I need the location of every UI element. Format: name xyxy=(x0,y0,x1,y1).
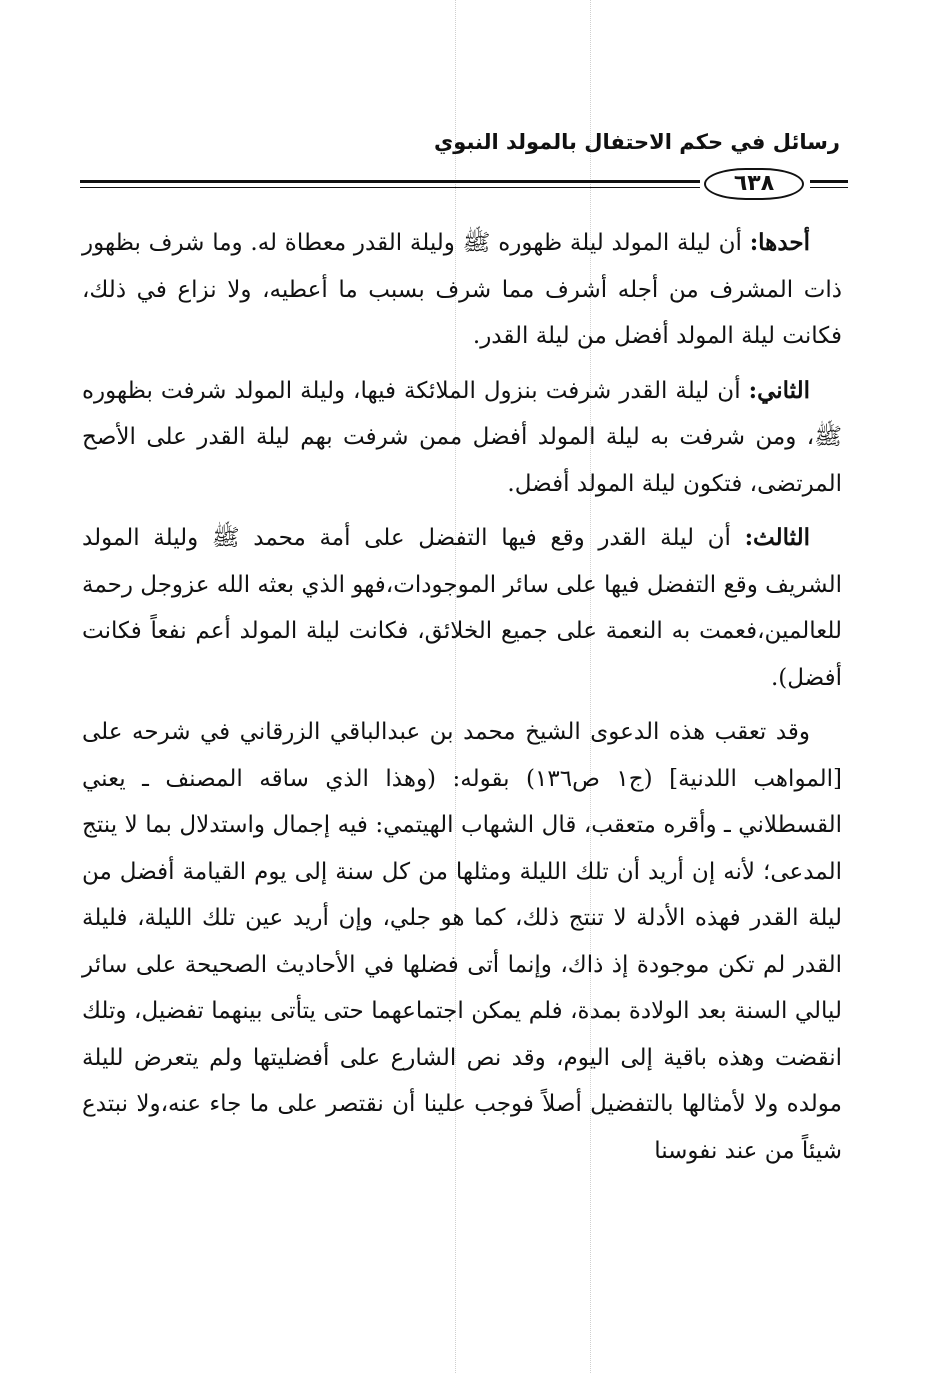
paragraph-text-second: أن ليلة القدر شرفت بنزول الملائكة فيها، وليلة المولد شرفت بظهوره ﷺ، ومن شرفت به ليلة المولد أفضل ممن شرفت بهم ليلة القدر على الأصح المرتضى، فتكون ليلة المولد أفضل. xyxy=(82,377,842,497)
page-number: ٦٣٨ xyxy=(704,168,804,200)
paragraph-text-fourth: وقد تعقب هذه الدعوى الشيخ محمد بن عبدالباقي الزرقاني في شرحه على [المواهب اللدنية] (ج١ ص١٣٦) بقوله: (وهذا الذي ساقه المصنف ـ يعني القسطلاني ـ وأقره متعقب، قال الشهاب الهيتمي: فيه إجمال واستدلال بما لا ينتج المدعى؛ لأنه إن أريد أن تلك الليلة ومثلها من كل سنة إلى يوم القيامة أفضل من ليلة القدر فهذه الأدلة لا تنتج ذلك، كما هو جلي، وإن أريد عين تلك الليلة، فليلة القدر لم تكن موجودة إذ ذاك، وإنما أتى فضلها في الأحاديث الصحيحة على سائر ليالي السنة بعد الولادة بمدة، فلم يمكن اجتماعهما حتى يتأتى بينهما تفضيل، وتلك انقضت وهذه باقية إلى اليوم، وقد نص الشارع على أفضليتها ولم يتعرض لليلة مولده ولا لأمثالها بالتفضيل أصلاً فوجب علينا أن نقتصر على ما جاء عنه،ولا نبتدع شيئاً من عند نفوسنا xyxy=(82,719,843,1164)
paragraph-lead-first: أحدها: xyxy=(749,229,810,256)
header-rule-thick-right xyxy=(810,180,848,183)
paragraph-third xyxy=(82,515,842,701)
paragraph-lead-third: الثالث: xyxy=(744,524,810,551)
paragraph-text-third: أن ليلة القدر وقع فيها التفضل على أمة محمد ﷺ وليلة المولد الشريف وقع التفضل فيها على سائر الموجودات،فهو الذي بعثه الله عزوجل رحمة للعالمين،فعمت به النعمة على جميع الخلائق، فكانت ليلة المولد أعم نفعاً فكانت أفضل). xyxy=(82,525,842,691)
paragraph-fourth xyxy=(82,709,842,1174)
paragraph-first xyxy=(82,220,842,360)
header-rule-thin-right xyxy=(810,187,848,188)
paragraph-second xyxy=(82,368,842,508)
page-body xyxy=(82,220,842,1182)
paragraph-lead-second: الثاني: xyxy=(748,376,810,404)
page-header xyxy=(70,120,850,210)
header-rule xyxy=(80,168,848,202)
header-rule-thin-left xyxy=(80,187,700,188)
header-rule-thick-left xyxy=(80,180,700,183)
paragraph-text-first: أن ليلة المولد ليلة ظهوره ﷺ وليلة القدر معطاة له. وما شرف بظهور ذات المشرف من أجله أشرف مما شرف بسبب ما أعطيه، ولا نزاع في ذلك، فكانت ليلة المولد أفضل من ليلة القدر. xyxy=(82,230,842,349)
running-title: رسائل في حكم الاحتفال بالمولد النبوي xyxy=(434,130,840,154)
